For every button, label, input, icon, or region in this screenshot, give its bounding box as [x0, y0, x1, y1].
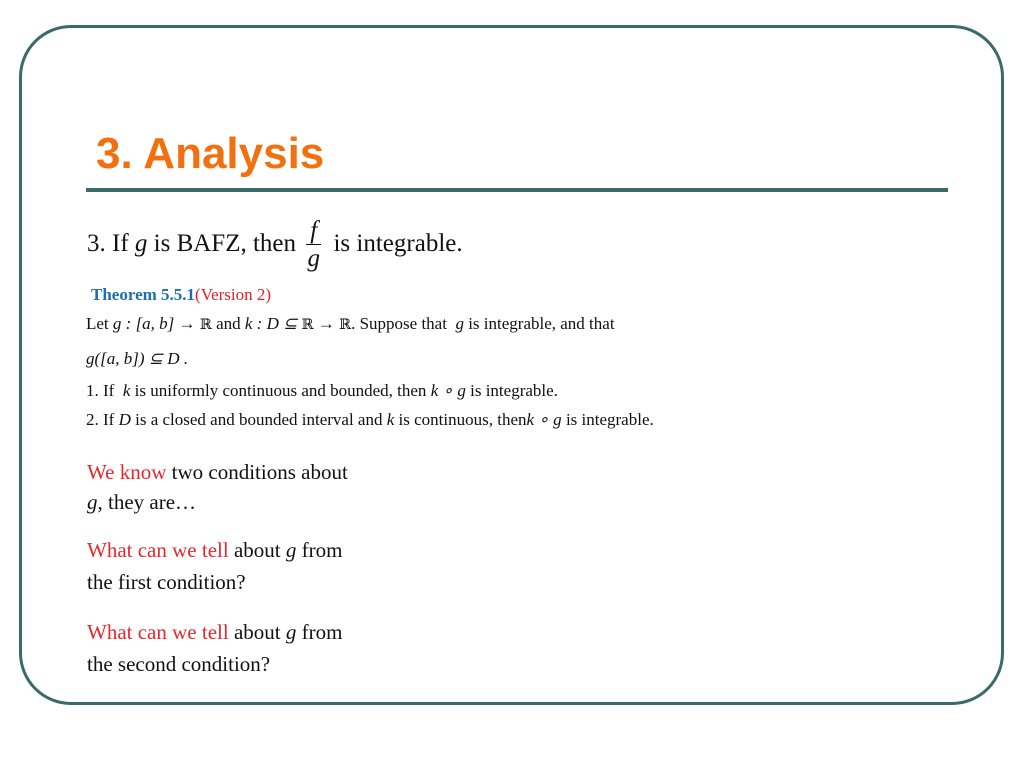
fraction-f-over-g: $\frac{f}{g}$ — [307, 216, 320, 272]
question-3-line-2: the second condition? — [87, 652, 271, 676]
theorem-line-1: Let g : [a, b] → ℝ and k : D ⊆ ℝ → ℝ. Suppose that g is integrable, and that — [86, 314, 615, 333]
slide-title: 3. Analysis — [96, 129, 325, 178]
question-2-line-1: What can we tell about g from — [87, 538, 343, 562]
title-divider — [86, 188, 948, 192]
question-1-line-1: We know two conditions about — [87, 460, 348, 484]
theorem-item-2: 2. If D is a closed and bounded interval and k is continuous, thenk ∘ g is integrable. — [86, 410, 654, 429]
theorem-heading — [91, 284, 271, 306]
theorem-item-1: 1. If k is uniformly continuous and bounded, then k ∘ g is integrable. — [86, 381, 558, 400]
question-3-line-1: What can we tell about g from — [87, 620, 343, 644]
theorem-version: (Version 2) — [195, 285, 272, 304]
main-statement: 3. If g is BAFZ, then $\frac{f}{g}$ is integrable. — [87, 216, 463, 272]
question-1-line-2: g, they are… — [87, 490, 197, 514]
theorem-line-2: g([a, b]) ⊆ D . — [86, 349, 189, 368]
theorem-name: Theorem 5.5.1 — [91, 285, 196, 304]
question-2-line-2: the first condition? — [87, 570, 246, 594]
